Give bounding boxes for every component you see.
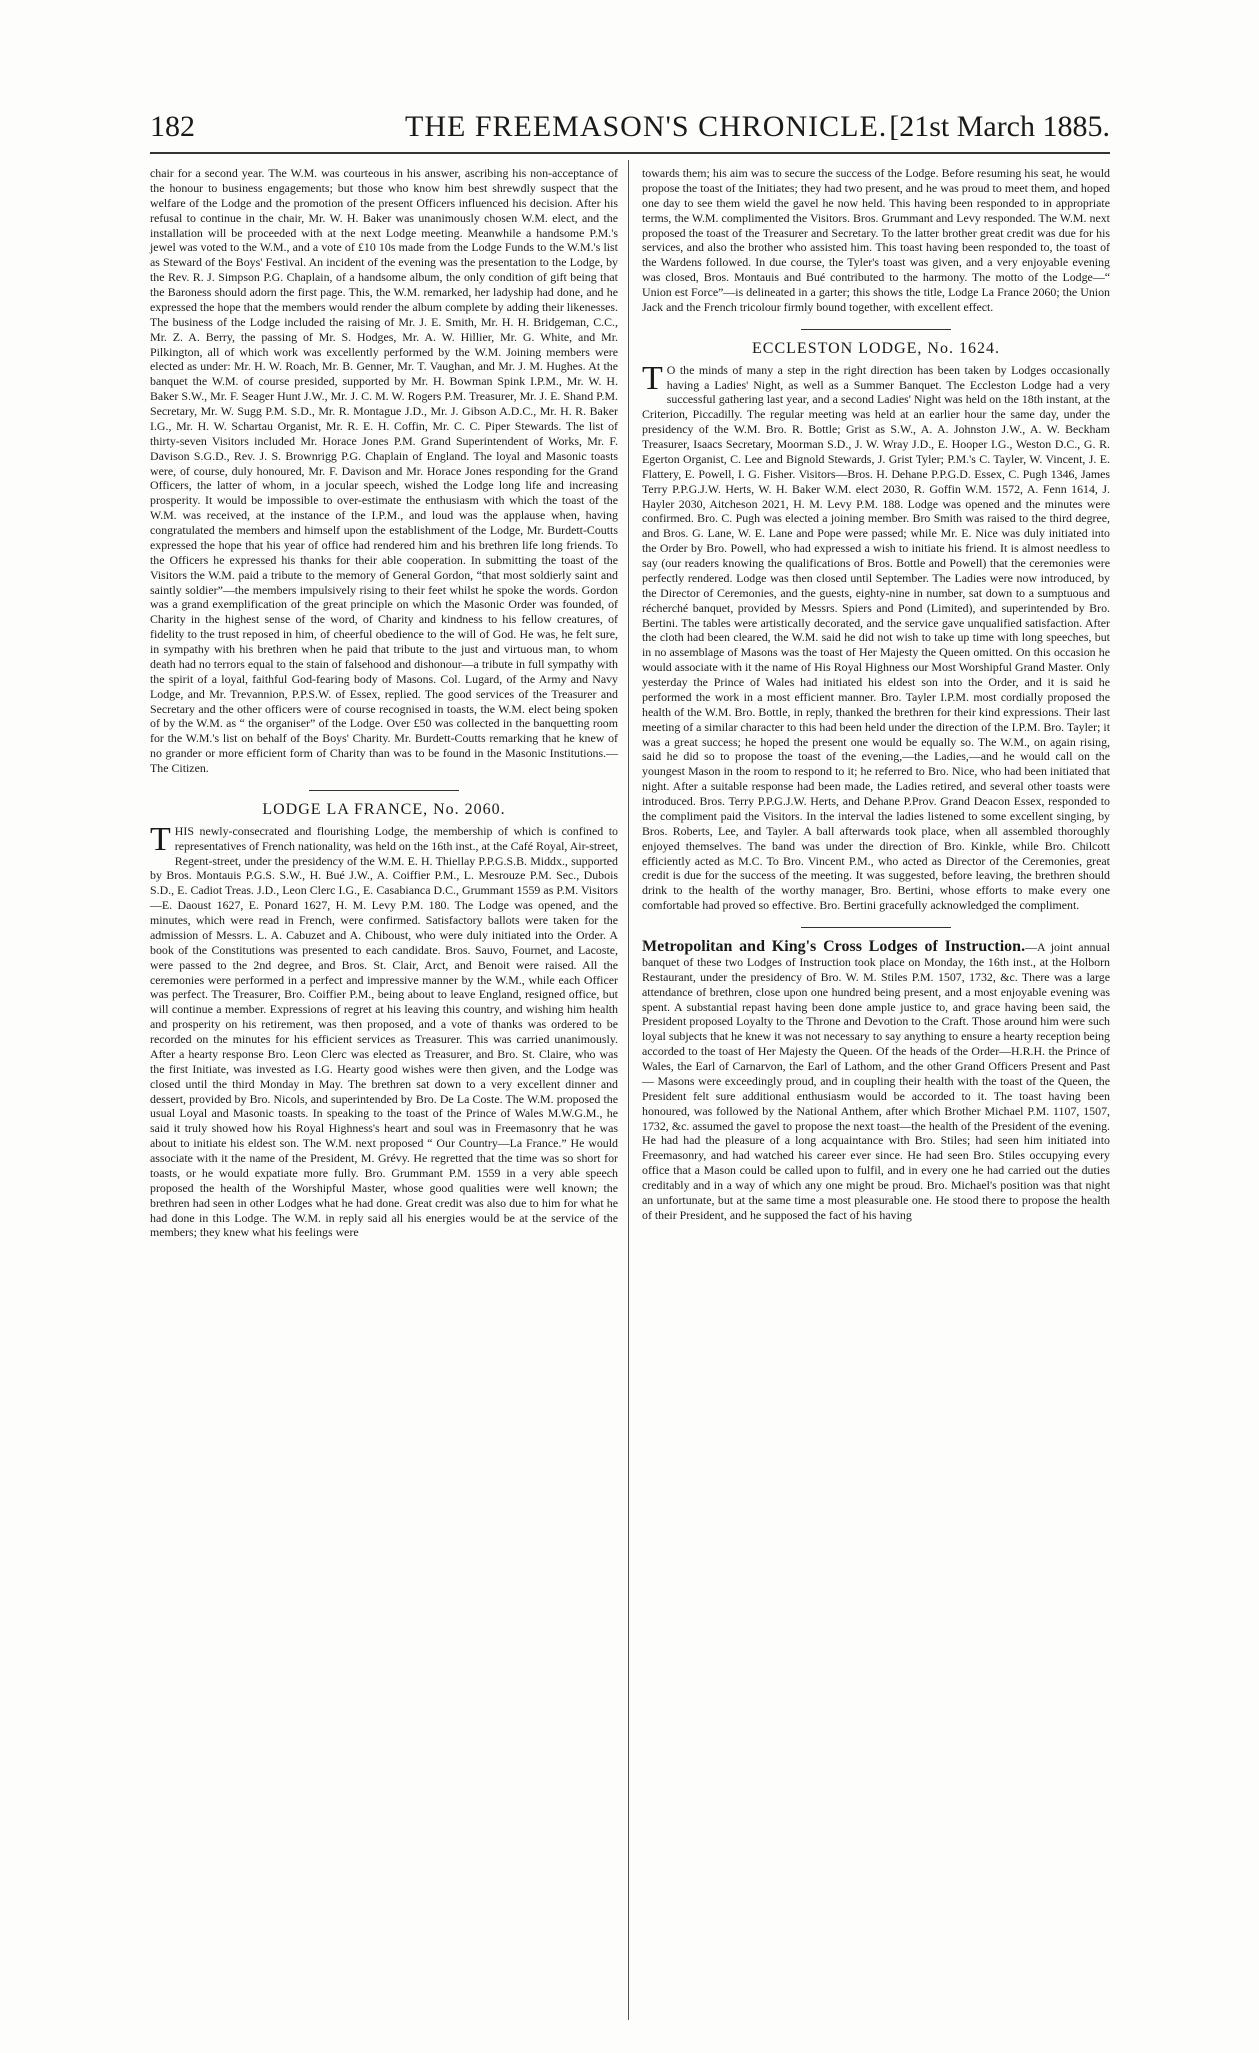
article-la-france-text: HIS newly-consecrated and flourishing Lodge, the membership of which is confined to representatives of French nationality, was held on the 16th inst., at the Café Royal, Air-street, Regent-street, under the presidency of the W.M. E. H. Thiellay P.P.G.S.B. Middx., supported by Bros. Montauis P.G.S. S.W., H. Bué J.W., A. Coiffier P.M., L. Mesrouze P.M. Sec., Dubois S.D., E. Cadiot Treas. J.D., Leon Clerc I.G., E. Casabianca D.C., Grummant 1559 as P.M. Visitors—E. Daoust 1627, E. Ponard 1627, H. M. Levy P.M. 180. The Lodge was opened, and the minutes, which were read in French, were confirmed. Satisfactory ballots were taken for the admission of Messrs. L. A. Cabuzet and A. Chiboust, who were duly initiated into the Order. A book of the Constitutions was presented to each candidate. Bros. Sauvo, Fournet, and Lacoste, were passed to the 2nd degree, and Bros. St. Clair, Arct, and Benoit were raised. All the ceremonies were performed in a perfect and impressive manner by the W.M., while each Officer was perfect. The Treasurer, Bro. Coiffier P.M., being about to leave England, resigned office, but will continue a member. Expressions of regret at his leaving this country, and wishing him health and prosperity on his retirement, was then proposed, and a vote of thanks was ordered to be recorded on the minutes for his efficient services as Treasurer. This was carried unanimously. After a hearty response Bro. Leon Clerc was elected as Treasurer, and Bro. St. Claire, who was the first Initiate, was invested as I.G. Hearty good wishes were then given, and the Lodge was closed until the third Monday in May. The brethren sat down to a very excellent dinner and dessert, provided by Bro. Nicols, and superintended by Bro. De La Coste. The W.M. proposed the usual Loyal and Masonic toasts. In speaking to the toast of the Prince of Wales M.W.G.M., he said it truly showed how his Royal Highness's heart and soul was in Freemasonry that he was about to initiate his eldest son. The W.M. next proposed “ Our Country—La France.” He would associate with it the name of the President, M. Grévy. He regretted that the time was so short for toasts, or he would expatiate more fully. Bro. Grummant P.M. 1559 in a very able speech proposed the health of the Worshipful Master, whose good qualities were well known; the brethren had seen in other Lodges what he had done. Great credit was also due to him for what he had done in this Lodge. The W.M. in reply said all his energies would be at the service of the members; they knew what his feelings were [150,823,618,1240]
article-heading-la-france: LODGE LA FRANCE, No. 2060. [262,800,506,818]
left-column [150,166,618,1240]
drop-cap: T [150,820,171,858]
drop-cap: T [642,359,663,397]
article-metropolitan [642,940,1110,1223]
column-divider [628,160,629,2020]
article-la-france [150,820,618,1241]
section-separator [801,329,951,330]
publication-title: THE FREEMASON'S CHRONICLE. [405,110,888,143]
issue-date: [21st March 1885. [889,110,1110,143]
article-eccleston [642,359,1110,913]
right-column [642,166,1110,1223]
article-la-france-continued: towards them; his aim was to secure the success of the Lodge. Before resuming his seat, he would propose the toast of the Initiates; they had two present, and he was proud to meet them, and hoped one day to see them wield the gavel he now held. This having been responded to in appropriate terms, the W.M. complimented the Visitors. Bros. Grummant and Levy responded. The W.M. next proposed the toast of the Treasurer and Secretary. To the latter brother great credit was due for his services, and also the brother who assisted him. This toast having been responded to, the toast of the Wardens followed. In due course, the Tyler's toast was given, and a very enjoyable evening was closed, Bros. Montauis and Bué contributed to the harmony. The motto of the Lodge—“ Union est Force”—is delineated in a garter; this shows the title, Lodge La France 2060; the Union Jack and the French tricolour firmly bound together, with excellent effect. [642,166,1110,314]
article-metropolitan-text: —A joint annual banquet of these two Lodges of Instruction took place on Monday, the 16th inst., at the Holborn Restaurant, under the presidency of Bro. W. M. Stiles P.M. 1507, 1732, &c. There was a large attendance of brethren, close upon one hundred being present, and a most enjoyable evening was spent. A substantial repast having been done ample justice to, and grace having been said, the President proposed Loyalty to the Throne and Devotion to the Craft. Those around him were such loyal subjects that he knew it was not necessary to say anything to ensure a hearty reception being accorded to the toast of Her Majesty the Queen. Of the heads of the Order—H.R.H. the Prince of Wales, the Earl of Carnarvon, the Earl of Lathom, and the other Grand Officers Present and Past— Masons were exceedingly proud, and in coupling their health with the toast of the Queen, the President felt sure additional enthusiasm would be accorded to it. The toast having been honoured, was followed by the National Anthem, after which Brother Michael P.M. 1107, 1507, 1732, &c. assumed the gavel to propose the next toast—the health of the President of the evening. He had had the pleasure of a long acquaintance with Bro. Stiles; had seen him initiated into Freemasonry, and had watched his career ever since. He had seen Bro. Stiles occupying every office that a Mason could be called upon to fulfil, and in every one he had carried out the duties creditably and in a way of which any one might be proud. Bro. Michael's position was that night an unfortunate, but at the same time a most pleasurable one. He stood there to propose the health of their President, and he supposed the fact of his having [642,940,1110,1222]
article-eccleston-text: O the minds of many a step in the right direction has been taken by Lodges occasionally having a Ladies' Night, as well as a Summer Banquet. The Eccleston Lodge had a very successful gathering last year, and a second Ladies' Night was held on the 18th instant, at the Criterion, Piccadilly. The regular meeting was held at an earlier hour the same day, under the presidency of the W.M. Bro. R. Bottle; Grist as S.W., A. A. Johnston J.W., A. W. Beckham Treasurer, Isaacs Secretary, Moorman S.D., J. W. Wray J.D., E. Hooper I.G., Weston D.C., G. R. Egerton Organist, C. Lee and Bignold Stewards, J. Grist Tyler; P.M.'s C. Tayler, W. Vincent, J. E. Flattery, E. Powell, I. G. Fisher. Visitors—Bros. H. Dehane P.P.G.D. Essex, C. Pugh 1346, James Terry P.P.G.J.W. Herts, W. H. Baker W.M. elect 2030, R. Goffin W.M. 1572, A. Fenn 1614, J. Hayler 2030, Aitcheson 2021, H. M. Levy P.M. 188. Lodge was opened and the minutes were confirmed. Bro. C. Pugh was elected a joining member. Bro Smith was raised to the third degree, and Bros. G. Lane, W. E. Lane and Pope were passed; while Mr. E. Nice was duly initiated into the Order by Bro. Powell, who had expressed a wish to initiate his friend. It is almost needless to say (our readers knowing the qualifications of Bros. Bottle and Powell) that the ceremonies were perfectly rendered. Lodge was then closed until September. The Ladies were now introduced, by the Director of Ceremonies, and the guests, eighty-nine in number, sat down to a sumptuous and récherché banquet, provided by Messrs. Spiers and Pond (Limited), and superintended by Bro. Bertini. The tables were artistically decorated, and the service gave unqualified satisfaction. After the cloth had been cleared, the W.M. said he did not wish to take up time with long speeches, but in no assemblage of Masons was the toast of Her Majesty the Queen omitted. On this occasion he would associate with it the name of His Royal Highness our Most Worshipful Grand Master. Only yesterday the Prince of Wales had initiated his eldest son into the Order, and it is said he performed the work in a most efficient manner. Bro. Tayler I.P.M. most cordially proposed the health of the W.M. Bro. Bottle, in reply, thanked the brethren for their kind expressions. Their last meeting of a similar character to this had been held under the direction of the I.P.M. Bro. Tayler; it was a great success; he hoped the present one would be equally so. The W.M., on again rising, said he did so to propose the toast of the evening,—the Ladies,—and he would call on the youngest Mason in the room to respond to it; he referred to Bro. Nice, who had been initiated that night. After a suitable response had been made, the Ladies retired, and several other toasts were introduced. Bros. Terry P.P.G.J.W. Herts, and Dehane P.Prov. Grand Deacon Essex, responded to the compliment paid the Visitors. In the interval the ladies listened to some excellent singing, by Bros. Roberts, Lee, and Tayler. A ball afterwards took place, when all assembled thoroughly enjoyed themselves. The band was under the direction of Bro. Kinkle, while Bro. Chilcott efficiently acted as M.C. To Bro. Vincent P.M., who acted as Director of the Ceremonies, great credit is due for the success of the meeting. It was suggested, before leaving, the brethren should drink to the health of the worthy manager, Bro. Bertini, whose efforts to make every one comfortable had proved so effective. Bro. Bertini gracefully acknowledged the compliment. [642,362,1110,913]
section-separator [801,927,951,928]
article-heading-eccleston: ECCLESTON LODGE, No. 1624. [752,339,1000,357]
article-heading-metropolitan: Metropolitan and King's Cross Lodges of Instruction. [642,938,1026,955]
page-number: 182 [150,110,195,143]
header-rule [150,152,1110,154]
article-continuation: chair for a second year. The W.M. was courteous in his answer, ascribing his non-acceptance of the honour to business engagements; but those who know him best shrewdly suspect that the welfare of the Lodge and the promotion of the present Officers influenced his decision. After his refusal to continue in the chair, Mr. W. H. Baker was unanimously chosen W.M. elect, and the installation will be proceeded with at the next Lodge meeting. Meanwhile a handsome P.M.'s jewel was voted to the W.M., and a vote of £10 10s made from the Lodge Funds to the W.M.'s list as Steward of the Boys' Festival. An incident of the evening was the presentation to the Lodge, by the Rev. R. J. Simpson P.G. Chaplain, of a handsome album, the only condition of gift being that the Baroness should adorn the first page. This, the W.M. remarked, her ladyship had done, and he expressed the hope that the members would render the album complete by adding their likenesses. The business of the Lodge included the raising of Mr. J. E. Smith, Mr. H. H. Bridgeman, C.C., Mr. Z. A. Berry, the passing of Mr. S. Hodges, Mr. A. W. Hillier, Mr. G. White, and Mr. Pilkington, all of which work was excellently performed by the W.M. Joining members were elected as under: Mr. H. W. Roach, Mr. B. Genner, Mr. T. Vaughan, and Mr. J. M. Hughes. At the banquet the W.M. of course presided, supported by Mr. H. Bowman Spink I.P.M., Mr. W. H. Baker S.W., Mr. F. Seager Hunt J.W., Mr. J. C. M. W. Rogers P.M. Treasurer, Mr. J. E. Shand P.M. Secretary, Mr. W. Sugg P.M. S.D., Mr. R. Montague J.D., Mr. J. Gibson A.D.C., Mr. H. R. Baker I.G., Mr. H. W. Schartau Organist, Mr. R. E. H. Coffin, Mr. C. C. Piper Stewards. The list of thirty-seven Visitors included Mr. Horace Jones P.M. Grand Superintendent of Works, Mr. F. Davison S.G.D., Rev. J. S. Brownrigg P.G. Chaplain of England. The loyal and Masonic toasts were, of course, duly honoured, Mr. F. Davison and Mr. Horace Jones responding for the Grand Officers, the latter of whom, in a jocular speech, wished the Lodge long life and increasing prosperity. It would be impossible to over-estimate the enthusiasm with which the toast of the W.M. was received, at the instance of the I.P.M., and loud was the applause when, having congratulated the members and himself upon the establishment of the Lodge, Mr. Burdett-Coutts expressed the hope that his year of office had rendered him and his brethren life long friends. To the Officers he expressed his thanks for their able cooperation. In submitting the toast of the Visitors the W.M. paid a tribute to the memory of General Gordon, “that most soldierly saint and saintly soldier”—the members impulsively rising to their feet whilst he spoke the words. Gordon was a grand exemplification of the great principle on which the Masonic Order was founded, of Charity in the highest sense of the word, of Charity and kindness to his fellow creatures, of fidelity to the trust reposed in him, of cheerful obedience to the will of God. He was, he felt sure, in sympathy with his brethren when he paid that tribute to the just and virtuous man, to whom death had no terrors equal to the stain of falsehood and dishonour—a tribute in full sympathy with the spirit of a loyal, faithful God-fearing body of Masons. Col. Lugard, of the Army and Navy Lodge, and Mr. Trevannion, P.P.S.W. of Essex, replied. The good services of the Treasurer and Secretary and the other officers were of course recognised in toasts, the W.M. elect being spoken of by the W.M. as “ the organiser” of the Lodge. Over £50 was collected in the banquetting room for the W.M.'s list on behalf of the Boys' Charity. Mr. Burdett-Coutts remarking that he knew of no grander or more efficient form of Charity than was to be found in the Masonic Institutions.—The Citizen. [150,166,618,775]
page-header [150,108,1110,148]
section-separator [309,790,459,791]
